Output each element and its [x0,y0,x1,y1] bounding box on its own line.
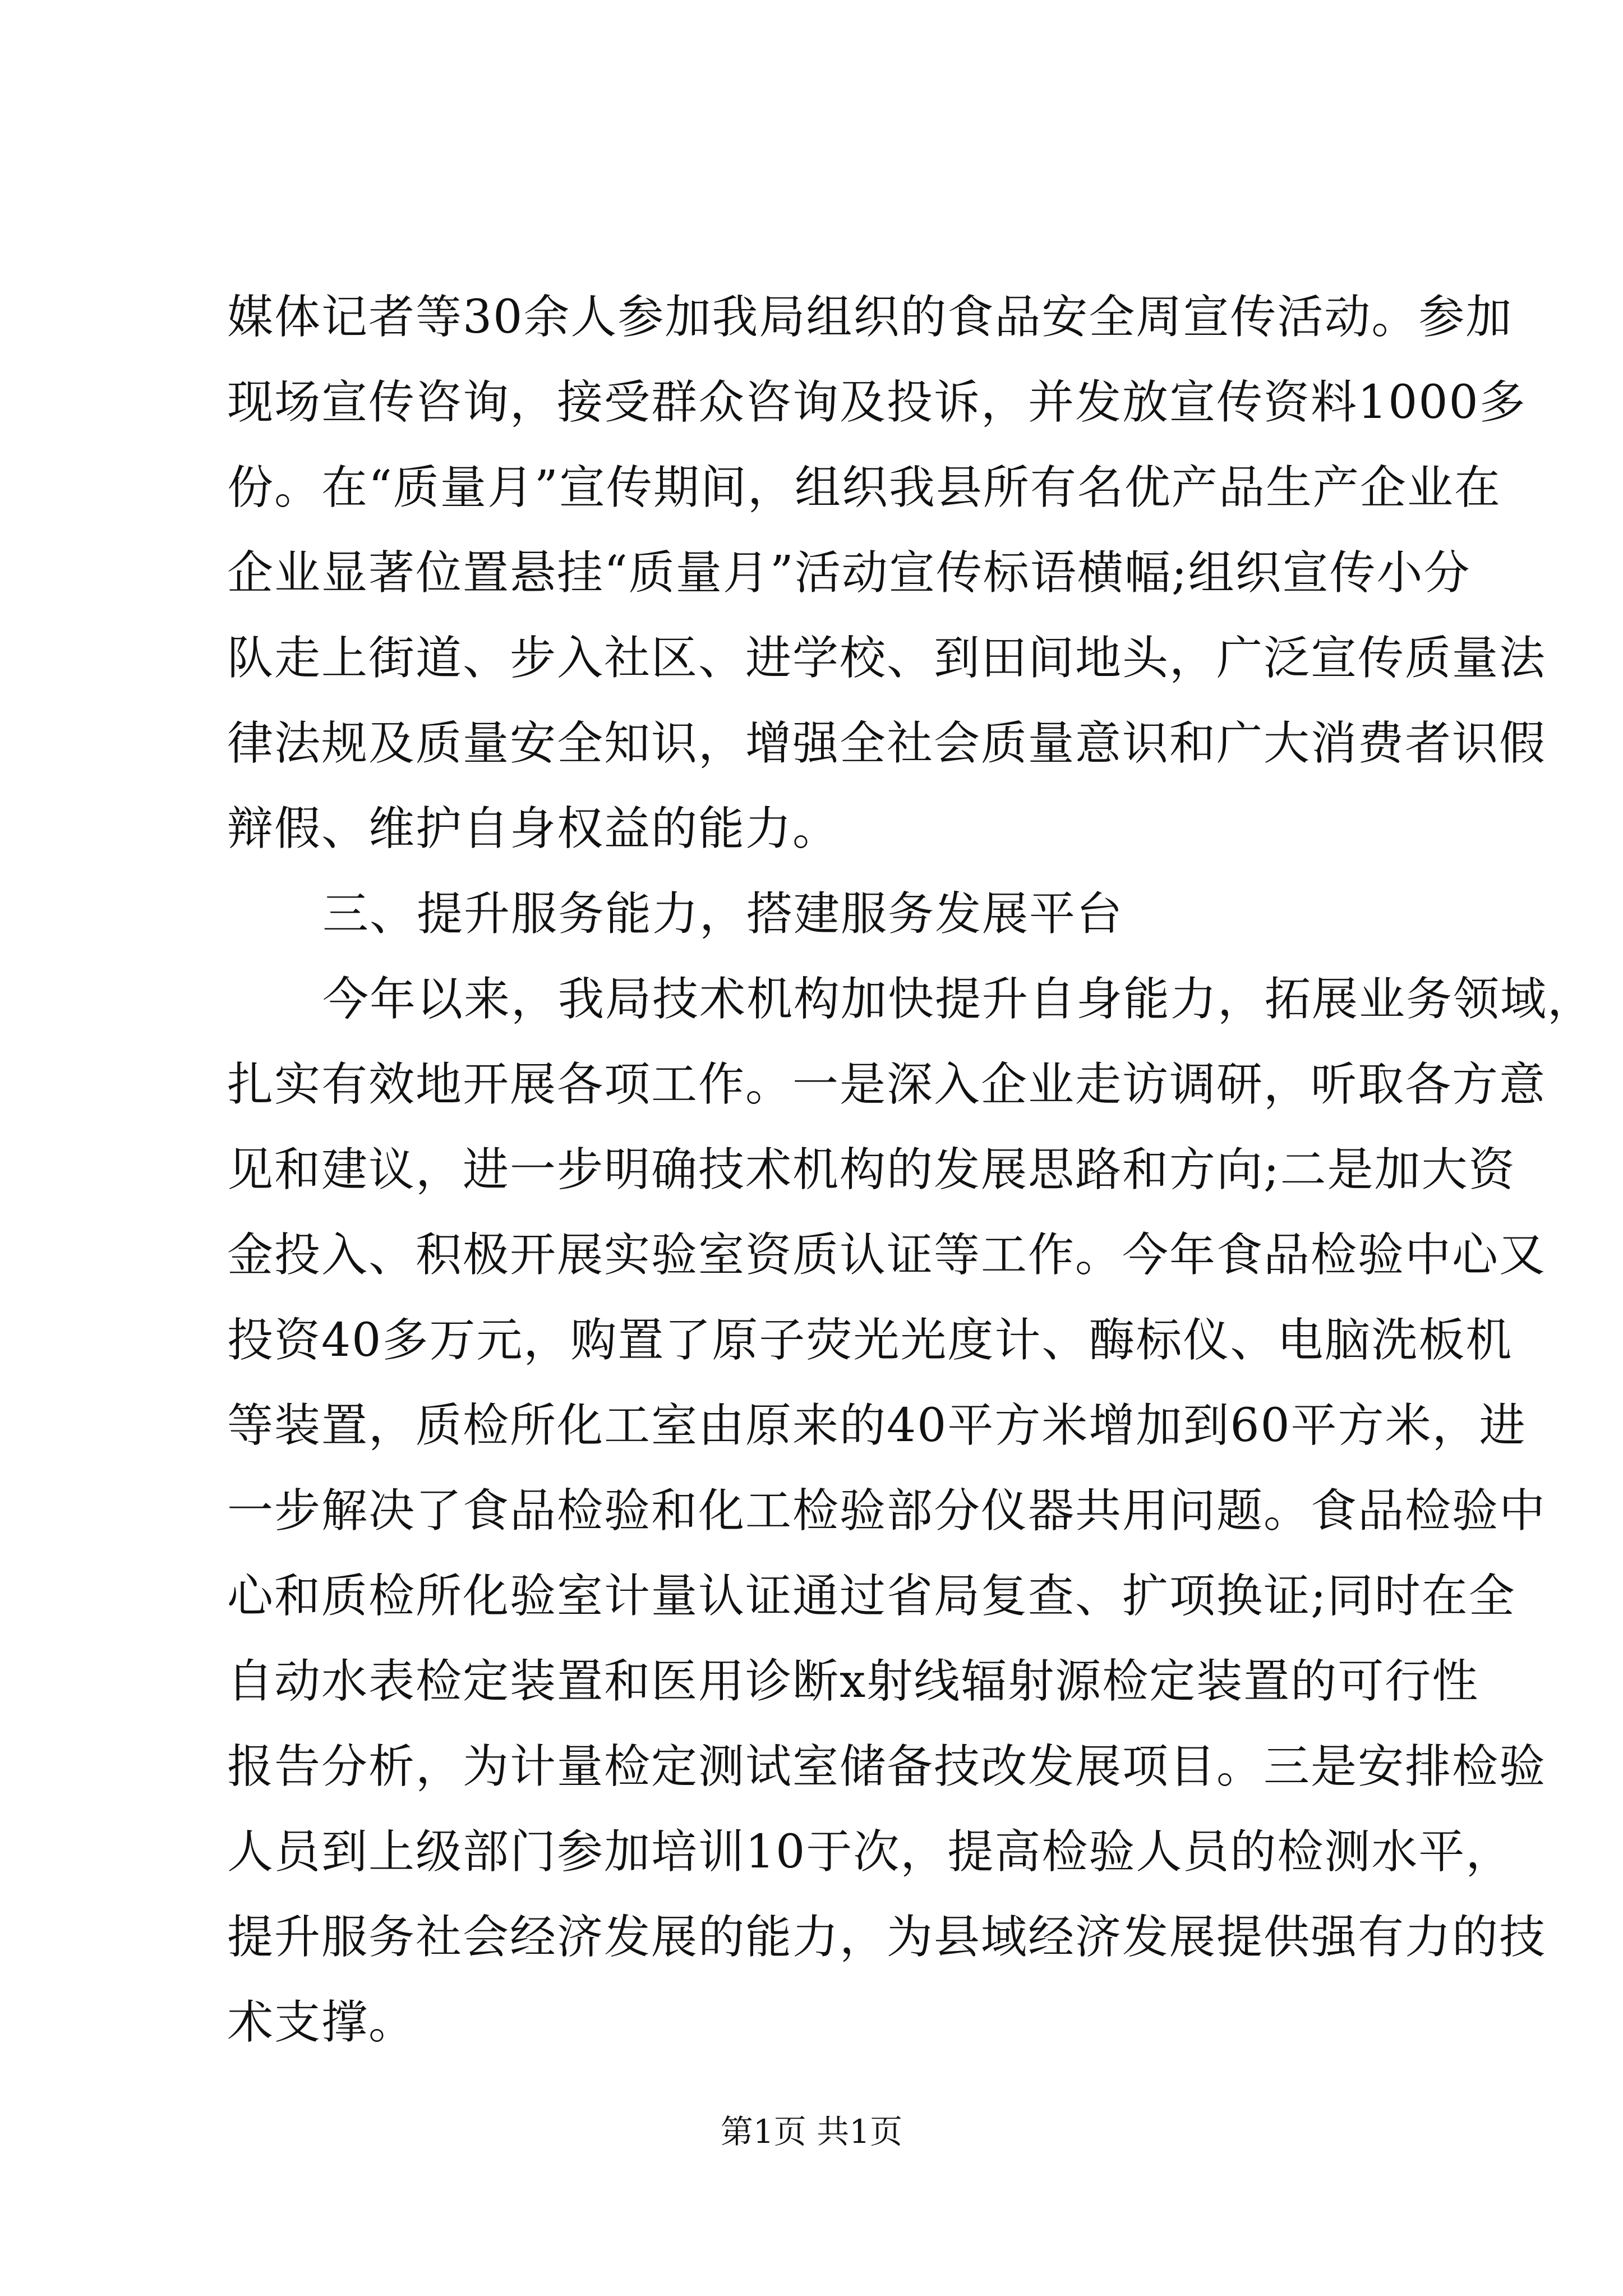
text-line: 提升服务社会经济发展的能力，为县域经济发展提供强有力的技 [227,1911,1547,1964]
text-line: 媒体记者等30余人参加我局组织的食品安全周宣传活动。参加 [227,291,1513,344]
text-line: 报告分析，为计量检定测试室储备技改发展项目。三是安排检验 [227,1740,1547,1793]
paragraph-2 [227,957,1595,2065]
text-line: 术支撑。 [227,1996,416,2049]
text-line: 份。在“质量月”宣传期间，组织我县所有名优产品生产企业在 [227,461,1501,514]
text-line: 辩假、维护自身权益的能力。 [227,802,840,855]
text-line: 心和质检所化验室计量认证通过省局复查、扩项换证;同时在全 [227,1570,1516,1623]
text-line: 今年以来，我局技术机构加快提升自身能力，拓展业务领域， [322,973,1595,1026]
text-line: 等装置，质检所化工室由原来的40平方米增加到60平方米，进 [227,1399,1527,1452]
text-line: 金投入、积极开展实验室资质认证等工作。今年食品检验中心又 [227,1228,1547,1282]
text-line: 投资40多万元，购置了原子荧光光度计、酶标仪、电脑洗板机 [227,1314,1513,1367]
text-line: 见和建议，进一步明确技术机构的发展思路和方向;二是加大资 [227,1143,1516,1197]
text-line: 人员到上级部门参加培训10于次，提高检验人员的检测水平， [227,1825,1513,1879]
text-line: 自动水表检定装置和医用诊断x射线辐射源检定装置的可行性 [227,1655,1479,1708]
text-line: 扎实有效地开展各项工作。一是深入企业走访调研，听取各方意 [227,1058,1547,1111]
text-line: 律法规及质量安全知识，增强全社会质量意识和广大消费者识假 [227,717,1547,770]
page-footer: 第1页 共1页 [720,2113,903,2151]
text-line: 现场宣传咨询，接受群众咨询及投诉，并发放宣传资料1000多 [227,376,1527,429]
section-heading: 三、提升服务能力，搭建服务发展平台 [322,887,1124,941]
document-body [227,275,1595,2065]
text-line: 一步解决了食品检验和化工检验部分仪器共用问题。食品检验中 [227,1484,1547,1538]
text-line: 队走上街道、步入社区、进学校、到田间地头，广泛宣传质量法 [227,632,1547,685]
paragraph-1 [227,275,1547,872]
text-line: 企业显著位置悬挂“质量月”活动宣传标语横幅;组织宣传小分 [227,546,1471,600]
